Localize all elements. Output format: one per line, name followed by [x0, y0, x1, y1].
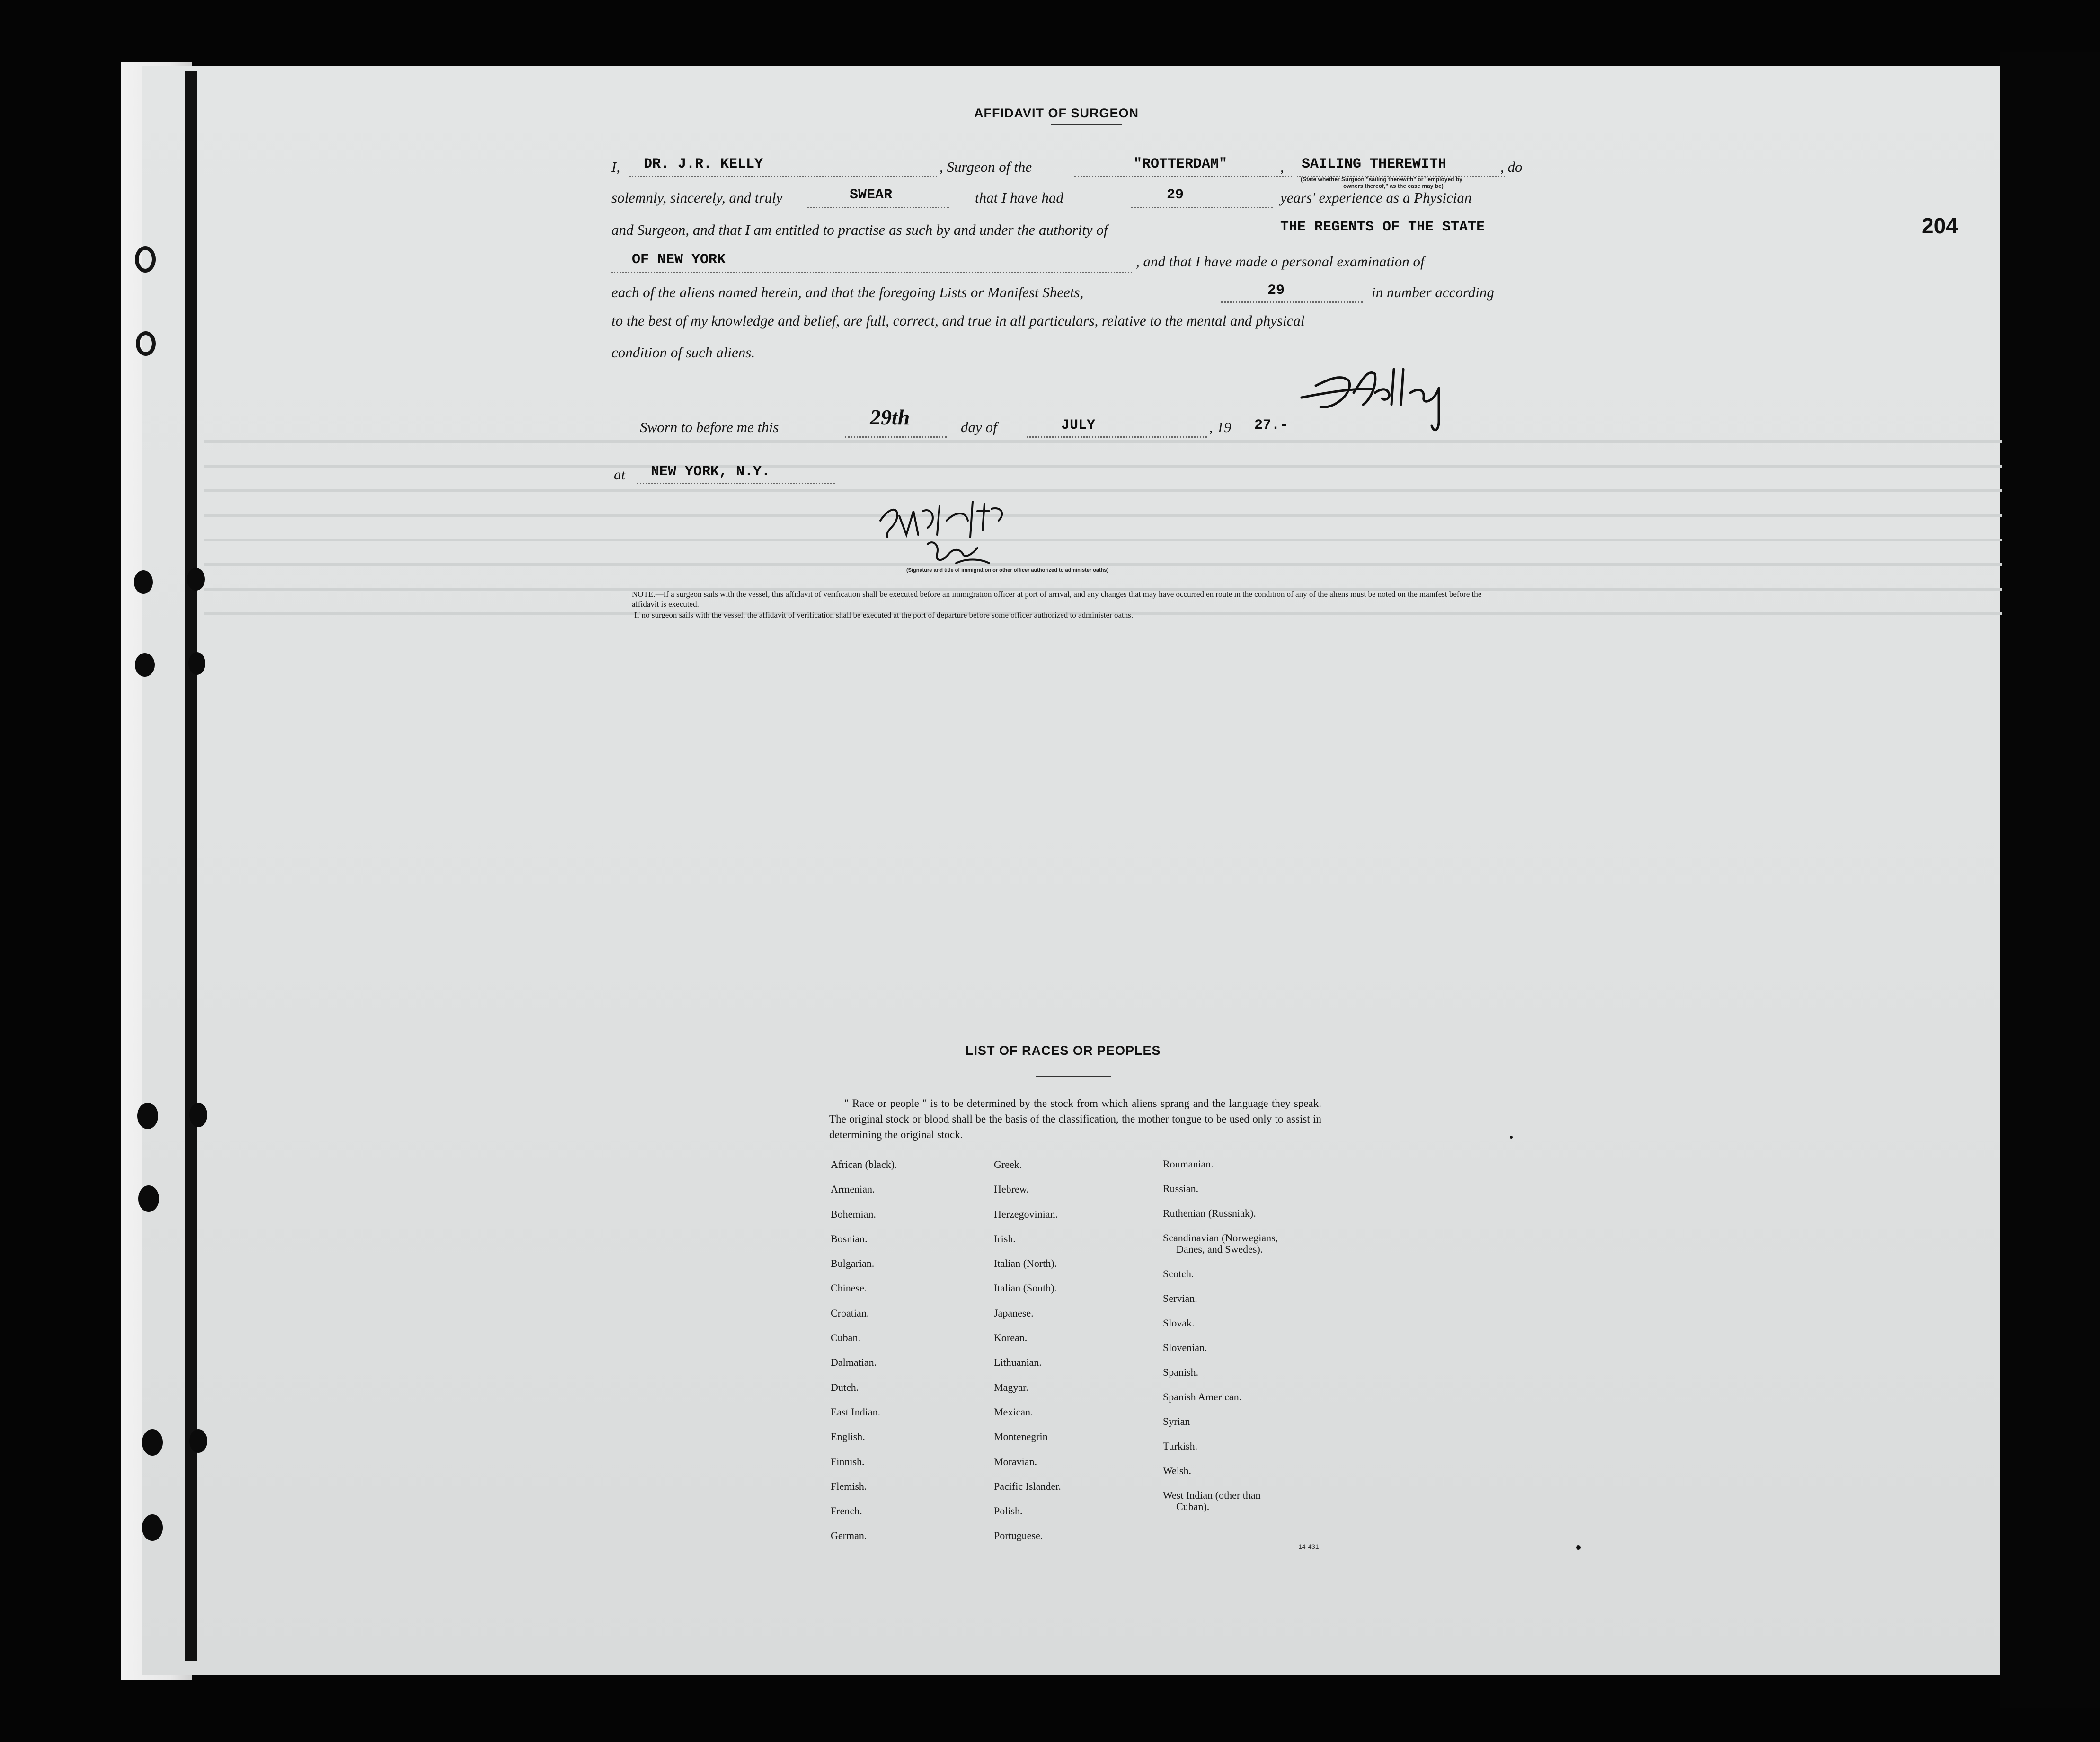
race-entry: Slovak.	[1163, 1317, 1195, 1329]
race-entry: Armenian.	[831, 1183, 875, 1195]
vessel-name: "ROTTERDAM"	[1134, 156, 1228, 172]
text-and-that: , and that I have made a personal examination of	[1136, 253, 1425, 270]
race-entry: Scotch.	[1163, 1268, 1194, 1280]
text-solemnly: solemnly, sincerely, and truly	[611, 189, 783, 206]
dotted-line	[1131, 207, 1273, 208]
race-entry: Hebrew.	[994, 1183, 1029, 1195]
punch-hole	[187, 568, 205, 591]
text-that-had: that I have had	[975, 189, 1063, 206]
race-entry: Turkish.	[1163, 1440, 1198, 1452]
punch-hole	[135, 246, 156, 273]
dotted-line	[637, 483, 835, 484]
punch-hole	[189, 1103, 207, 1127]
page-number: 204	[1922, 213, 1958, 238]
race-entry: Mexican.	[994, 1406, 1033, 1418]
race-entry: Finnish.	[831, 1455, 865, 1468]
race-entry: Polish.	[994, 1505, 1023, 1517]
races-title: LIST OF RACES OR PEOPLES	[966, 1043, 1161, 1058]
race-entry: Irish.	[994, 1232, 1016, 1245]
race-entry: Korean.	[994, 1332, 1028, 1344]
race-entry: Danes, and Swedes).	[1176, 1243, 1263, 1255]
manifest-page	[142, 66, 2002, 1675]
text-at: at	[614, 466, 626, 483]
race-entry: Scandinavian (Norwegians,	[1163, 1232, 1278, 1244]
text-i: I,	[611, 159, 620, 175]
text-surgeon-of: , Surgeon of the	[939, 159, 1032, 175]
text-day-of: day of	[961, 419, 997, 435]
race-entry: Italian (North).	[994, 1257, 1057, 1270]
race-entry: Bulgarian.	[831, 1257, 875, 1270]
manifest-sheets: 29	[1267, 283, 1285, 299]
punch-hole	[136, 331, 156, 356]
race-entry: Bohemian.	[831, 1208, 876, 1220]
oath-word: SWEAR	[850, 187, 893, 203]
race-entry: Chinese.	[831, 1282, 867, 1294]
text-best-of: to the best of my knowledge and belief, are full, correct, and true in all particulars, relative to the mental and physical	[611, 312, 1305, 329]
title-underline	[1051, 124, 1122, 125]
race-entry: Dalmatian.	[831, 1356, 877, 1369]
authority-line-2: OF NEW YORK	[632, 252, 726, 268]
sworn-place: NEW YORK, N.Y.	[651, 464, 771, 480]
dotted-line	[1221, 301, 1363, 303]
sailing-status: SAILING THEREWITH	[1302, 156, 1447, 172]
text-do: , do	[1500, 159, 1523, 175]
race-entry: Roumanian.	[1163, 1158, 1214, 1170]
races-intro: " Race or people " is to be determined by the stock from which aliens sprang and the language they speak. The original stock or blood shall be the basis of the classification, the mother tongue to be used only to assist in determining the original stock.	[829, 1097, 1321, 1141]
race-entry: English.	[831, 1431, 865, 1443]
race-entry: Italian (South).	[994, 1282, 1057, 1294]
race-entry: Pacific Islander.	[994, 1480, 1061, 1492]
race-entry: Moravian.	[994, 1455, 1037, 1468]
race-entry: Magyar.	[994, 1381, 1028, 1393]
officer-caption: (Signature and title of immigration or other officer authorized to administer oaths)	[906, 567, 1109, 573]
race-entry: Slovenian.	[1163, 1342, 1207, 1353]
sworn-month: JULY	[1061, 417, 1096, 433]
race-entry: Russian.	[1163, 1183, 1199, 1194]
punch-hole	[142, 1514, 163, 1541]
text-years-exp: years' experience as a Physician	[1280, 189, 1472, 206]
dotted-line	[629, 176, 937, 177]
dotted-line	[611, 272, 1132, 273]
ink-speck	[1510, 1136, 1513, 1139]
surgeon-name: DR. J.R. KELLY	[644, 156, 763, 172]
binding-edge	[185, 71, 197, 1661]
race-entry: Croatian.	[831, 1307, 869, 1319]
races-title-rule	[1036, 1076, 1111, 1077]
text-and-surgeon: and Surgeon, and that I am entitled to practise as such by and under the authority of	[611, 221, 1108, 238]
form-number: 14-431	[1298, 1543, 1319, 1550]
punch-hole	[137, 1103, 158, 1129]
punch-hole	[142, 1429, 163, 1456]
affidavit-note-2: If no surgeon sails with the vessel, the affidavit of verification shall be executed at the port of departure before some officer authorized to administer oaths.	[634, 610, 1134, 619]
race-entry: Herzegovinian.	[994, 1208, 1058, 1220]
race-entry: Greek.	[994, 1158, 1022, 1170]
race-entry: Portuguese.	[994, 1530, 1043, 1542]
dotted-line	[807, 207, 949, 208]
text-comma: ,	[1280, 159, 1284, 175]
affidavit-title: AFFIDAVIT OF SURGEON	[974, 106, 1139, 120]
race-entry: Syrian	[1163, 1415, 1190, 1427]
race-entry: Lithuanian.	[994, 1356, 1042, 1369]
text-each-of: each of the aliens named herein, and that the foregoing Lists or Manifest Sheets,	[611, 284, 1084, 301]
race-entry: Bosnian.	[831, 1232, 868, 1245]
race-entry: Ruthenian (Russniak).	[1163, 1207, 1256, 1219]
race-entry: Cuban.	[831, 1332, 860, 1344]
surgeon-signature	[1297, 360, 1467, 435]
text-nineteen: , 19	[1209, 419, 1232, 435]
race-entry: French.	[831, 1505, 862, 1517]
race-entry: East Indian.	[831, 1406, 881, 1418]
race-entry: West Indian (other than	[1163, 1489, 1261, 1501]
status-hint: (State whether Surgeon "sailing therewith" or "employed by owners thereof," as the case may be)	[1301, 176, 1462, 189]
punch-hole	[135, 653, 155, 677]
bleed-through-lines	[204, 440, 2002, 639]
years-experience: 29	[1167, 187, 1184, 203]
race-entry: Welsh.	[1163, 1465, 1191, 1477]
punch-hole	[138, 1185, 159, 1212]
scan-border-right	[2000, 52, 2100, 1708]
races-column-1	[831, 1158, 897, 1555]
race-entry: Spanish.	[1163, 1366, 1199, 1378]
text-condition: condition of such aliens.	[611, 344, 755, 361]
affidavit-note: NOTE.—If a surgeon sails with the vessel, this affidavit of verification shall be executed before an immigration officer at port of arrival, and any changes that may have occurred en route in the condition of any of the aliens must be noted on the manifest before the affidavit is executed.	[632, 590, 1482, 609]
race-entry: Japanese.	[994, 1307, 1034, 1319]
punch-hole	[189, 1429, 207, 1453]
authority-line-1: THE REGENTS OF THE STATE	[1280, 219, 1485, 235]
race-entry: Dutch.	[831, 1381, 859, 1393]
dotted-line	[845, 436, 947, 438]
race-entry: German.	[831, 1530, 867, 1542]
text-sworn: Sworn to before me this	[640, 419, 779, 435]
sworn-day: 29th	[870, 405, 910, 429]
text-in-number: in number according	[1372, 284, 1494, 301]
race-entry: African (black).	[831, 1158, 897, 1170]
race-entry: Cuban).	[1176, 1501, 1210, 1512]
race-entry: Servian.	[1163, 1292, 1197, 1304]
races-column-3	[1163, 1158, 1278, 1526]
sworn-year: 27.-	[1254, 417, 1289, 433]
punch-hole	[188, 652, 205, 675]
races-column-2	[994, 1158, 1061, 1555]
dotted-line	[1074, 176, 1292, 177]
race-entry: Montenegrin	[994, 1431, 1048, 1443]
race-entry: Flemish.	[831, 1480, 867, 1492]
ink-speck	[1576, 1545, 1581, 1550]
race-entry: Spanish American.	[1163, 1391, 1242, 1403]
dotted-line	[1027, 436, 1207, 438]
punch-hole	[134, 570, 153, 594]
